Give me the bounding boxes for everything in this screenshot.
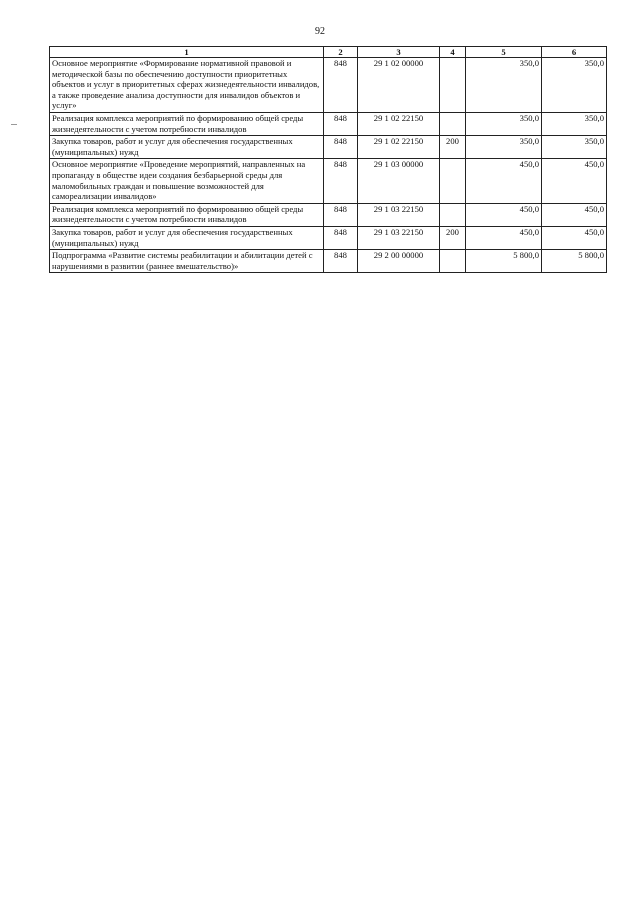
row-name: Основное мероприятие «Проведение мероприятий, направленных на пропаганду в обществе идеи создания безбарьерной среды для маломобильных граждан и повышение возможностей для самореализации инвалидов» [50, 159, 324, 203]
column-header-4: 4 [440, 47, 466, 58]
row-csr: 29 1 03 22150 [358, 226, 440, 249]
row-name: Подпрограмма «Развитие системы реабилитации и абилитации детей с нарушениями в развитии (раннее вмешательство)» [50, 250, 324, 273]
row-sum-1: 5 800,0 [466, 250, 542, 273]
row-code: 848 [324, 250, 358, 273]
row-csr: 29 1 02 22150 [358, 112, 440, 135]
table-row [50, 159, 607, 203]
table-header-row [50, 47, 607, 58]
row-sum-2: 5 800,0 [542, 250, 607, 273]
row-vr [440, 203, 466, 226]
row-csr: 29 1 03 22150 [358, 203, 440, 226]
row-csr: 29 1 03 00000 [358, 159, 440, 203]
row-code: 848 [324, 226, 358, 249]
row-sum-2: 350,0 [542, 112, 607, 135]
page-number: 92 [315, 26, 325, 37]
row-vr [440, 58, 466, 113]
budget-table [49, 46, 607, 273]
row-sum-1: 350,0 [466, 58, 542, 113]
column-header-1: 1 [50, 47, 324, 58]
row-name: Реализация комплекса мероприятий по формированию общей среды жизнедеятельности с учетом потребности инвалидов [50, 112, 324, 135]
column-header-6: 6 [542, 47, 607, 58]
row-code: 848 [324, 112, 358, 135]
column-header-3: 3 [358, 47, 440, 58]
table-row [50, 250, 607, 273]
row-csr: 29 2 00 00000 [358, 250, 440, 273]
row-sum-1: 450,0 [466, 226, 542, 249]
row-code: 848 [324, 136, 358, 159]
table-row [50, 112, 607, 135]
row-sum-2: 350,0 [542, 136, 607, 159]
table-row [50, 226, 607, 249]
row-code: 848 [324, 159, 358, 203]
table-row [50, 136, 607, 159]
row-sum-2: 450,0 [542, 203, 607, 226]
row-name: Закупка товаров, работ и услуг для обеспечения государственных (муниципальных) нужд [50, 226, 324, 249]
table-row [50, 58, 607, 113]
row-vr [440, 112, 466, 135]
row-vr: 200 [440, 136, 466, 159]
row-sum-2: 350,0 [542, 58, 607, 113]
table-row [50, 203, 607, 226]
row-name: Реализация комплекса мероприятий по формированию общей среды жизнедеятельности с учетом потребности инвалидов [50, 203, 324, 226]
column-header-5: 5 [466, 47, 542, 58]
column-header-2: 2 [324, 47, 358, 58]
row-code: 848 [324, 58, 358, 113]
row-name: Основное мероприятие «Формирование нормативной правовой и методической базы по обеспечению доступности приоритетных объектов и услуг в приоритетных сферах жизнедеятельности инвалидов, а также проведение анализа доступности для инвалидов объектов и услуг» [50, 58, 324, 113]
row-csr: 29 1 02 00000 [358, 58, 440, 113]
row-sum-2: 450,0 [542, 159, 607, 203]
row-sum-1: 350,0 [466, 112, 542, 135]
row-code: 848 [324, 203, 358, 226]
row-vr [440, 250, 466, 273]
row-sum-1: 450,0 [466, 159, 542, 203]
row-name: Закупка товаров, работ и услуг для обеспечения государственных (муниципальных) нужд [50, 136, 324, 159]
row-vr: 200 [440, 226, 466, 249]
margin-mark [11, 124, 17, 125]
row-sum-1: 450,0 [466, 203, 542, 226]
row-vr [440, 159, 466, 203]
row-csr: 29 1 02 22150 [358, 136, 440, 159]
row-sum-2: 450,0 [542, 226, 607, 249]
row-sum-1: 350,0 [466, 136, 542, 159]
